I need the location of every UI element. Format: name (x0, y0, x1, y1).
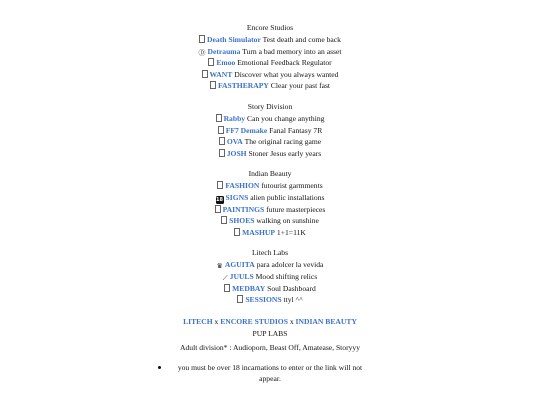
item-link[interactable]: SESSIONS (245, 295, 282, 305)
item-link[interactable]: FASHION (225, 181, 260, 191)
box-icon (237, 295, 243, 303)
item-description: Mood shifting relics (255, 271, 318, 281)
item-link[interactable]: FASTHERAPY (217, 81, 269, 91)
bullet-icon (158, 366, 161, 369)
list-item (0, 34, 540, 46)
list-item (0, 148, 540, 160)
item-description: Discover what you always wanted (234, 69, 339, 79)
list-item (0, 271, 540, 283)
item-description: alien public installations (250, 192, 325, 202)
banner (0, 316, 540, 328)
item-description: Turn a bad memory into an asset (242, 46, 342, 56)
box-icon (208, 58, 214, 66)
banner-litech-link[interactable]: LITECH (183, 316, 213, 326)
list-item (0, 215, 540, 227)
list-item (0, 204, 540, 216)
section-story-division (0, 101, 540, 159)
item-description: The original racing game (244, 137, 322, 147)
item-link[interactable]: PAINTINGS (222, 204, 265, 214)
list-item (0, 192, 540, 204)
item-description: Test death and come back (262, 35, 341, 44)
item-link[interactable]: Rabby (223, 113, 246, 123)
section-title: Story Division (247, 101, 293, 111)
list-item (0, 136, 540, 148)
item-link[interactable]: Detrauma (207, 46, 241, 56)
item-link[interactable]: SHOES (229, 216, 255, 226)
item-link[interactable]: MEDBAY (232, 283, 266, 293)
item-description: future masterpieces (266, 204, 326, 214)
item-link[interactable]: JUULS (229, 271, 254, 281)
box-icon (210, 81, 216, 89)
item-description: walking on sunshine (256, 216, 319, 226)
section-title: Encore Studios (246, 23, 294, 32)
box-icon (216, 114, 222, 122)
banner-separator: x (287, 316, 296, 326)
note-text: you must be over 18 incarnations to enter or the link will not appear. (177, 362, 363, 384)
box-icon (199, 35, 205, 43)
item-description: Can you change anything (247, 113, 325, 123)
item-link[interactable]: AGUITA (224, 260, 255, 270)
item-description: Fanal Fantasy 7R (269, 125, 323, 135)
item-description: Emotional Feedback Regulator (237, 58, 332, 68)
item-description: Stoner Jesus early years (248, 148, 322, 158)
box-icon (219, 137, 225, 145)
item-link[interactable]: JOSH (226, 148, 247, 158)
list-item (0, 57, 540, 69)
chart-icon: ⟋ (222, 273, 228, 282)
item-link[interactable]: Death Simulator (207, 35, 261, 44)
item-description: ttyl ^^ (283, 295, 303, 305)
list-item (0, 69, 540, 81)
list-item (0, 46, 540, 58)
crown-icon: ♛ (216, 262, 223, 271)
item-description: 1+1=11K (276, 227, 306, 237)
notes-list (175, 362, 365, 385)
banner-encore-link[interactable]: ENCORE STUDIOS (220, 316, 288, 326)
banner-indian-beauty-link[interactable]: INDIAN BEAUTY (295, 316, 357, 326)
box-icon (224, 284, 230, 292)
section-encore-studios (0, 22, 540, 92)
list-item (0, 294, 540, 306)
circled-d-icon: Ⓓ (198, 48, 206, 57)
item-link[interactable]: FF7 Demake (225, 125, 268, 135)
item-link[interactable]: Emoo (216, 58, 236, 68)
box-icon (217, 181, 223, 189)
item-link[interactable]: SIGNS (225, 192, 249, 202)
list-item (0, 259, 540, 271)
list-item (0, 125, 540, 137)
section-litech-labs (0, 247, 540, 305)
item-link[interactable]: OVA (226, 137, 243, 147)
section-title: Indian Beauty (248, 169, 292, 179)
section-title: Litech Labs (251, 248, 289, 258)
box-icon (234, 228, 240, 236)
item-description: para adolcer la vevida (256, 260, 324, 270)
box-icon (215, 205, 221, 213)
list-item (0, 283, 540, 295)
item-description: Soul Dashboard (267, 283, 316, 293)
list-item (0, 113, 540, 125)
box-icon (219, 149, 225, 157)
item-link[interactable]: MASHUP (242, 227, 276, 237)
list-item (0, 80, 540, 92)
box-icon (202, 70, 208, 78)
sections (0, 22, 540, 306)
badge-icon: 18 (216, 196, 223, 203)
item-link[interactable]: WANT (209, 69, 233, 79)
pup-labs-title: PUP LABS (252, 328, 288, 338)
adult-division-text: Adult division* : Audioporn, Beast Off, Amatease, Storyyy (180, 342, 360, 352)
section-indian-beauty (0, 168, 540, 238)
note-item (175, 362, 365, 385)
box-icon (218, 126, 224, 134)
list-item (0, 227, 540, 239)
list-item (0, 180, 540, 192)
banner-separator: x (212, 316, 221, 326)
box-icon (221, 216, 227, 224)
item-description: futourist garmments (261, 181, 323, 191)
item-description: Clear your past fast (270, 81, 331, 91)
